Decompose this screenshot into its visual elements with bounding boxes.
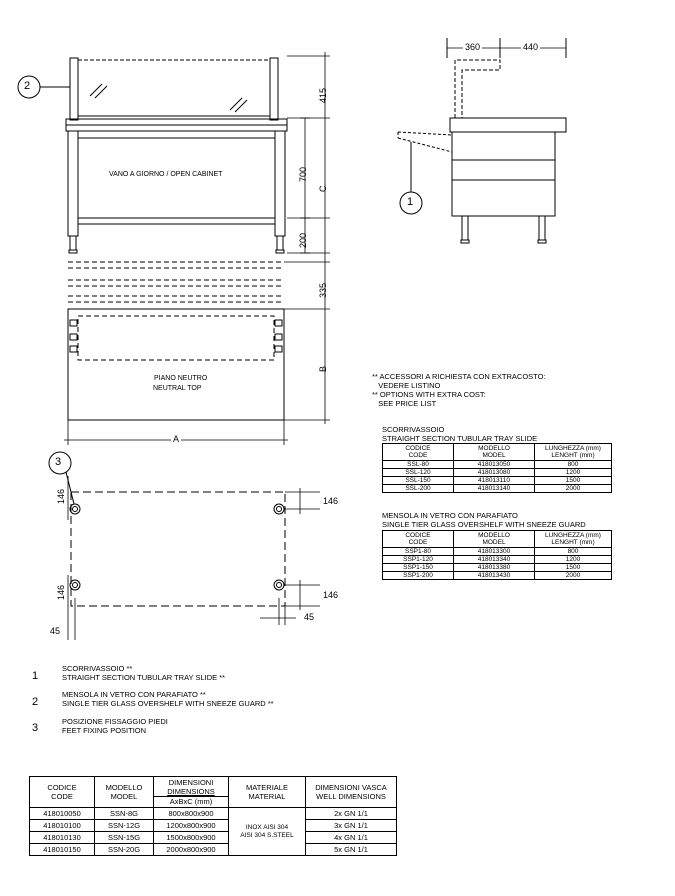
table-row — [383, 572, 612, 580]
tray-slide-title-it: SCORRIVASSOIO — [382, 425, 445, 434]
dim-146-tl: 146 — [56, 488, 66, 504]
header-dim-en: DIMENSIONS — [167, 787, 215, 796]
row-material: INOX AISI 304 AISI 304 S.STEEL — [229, 808, 306, 856]
shelf-model: 418013430 — [454, 572, 535, 580]
legend-it-2: MENSOLA IN VETRO CON PARAFIATO ** — [62, 690, 206, 699]
legend-it-1: SCORRIVASSOIO ** — [62, 664, 133, 673]
top-label-it: PIANO NEUTRO — [154, 375, 208, 382]
header-code: CODICE CODE — [30, 777, 95, 808]
dim-440: 440 — [523, 42, 539, 52]
tray-model: 418013080 — [454, 469, 535, 477]
tray-code: SSL-200 — [383, 485, 454, 493]
tray-model: 418013050 — [454, 461, 535, 469]
row-dims: 1200x800x900 — [154, 820, 229, 832]
header-model: MODELLO MODEL — [95, 777, 154, 808]
row-well: 4x GN 1/1 — [306, 832, 397, 844]
header-dim-it: DIMENSIONI — [168, 778, 214, 787]
tray-model: 418013140 — [454, 485, 535, 493]
row-well: 2x GN 1/1 — [306, 808, 397, 820]
glass-shelf-title-en: SINGLE TIER GLASS OVERSHELF WITH SNEEZE GUARD — [382, 520, 586, 529]
callout-1-number: 1 — [407, 196, 414, 208]
shelf-length: 1500 — [535, 564, 612, 572]
dim-a: A — [173, 434, 180, 444]
legend-en-3: FEET FIXING POSITION — [62, 726, 147, 735]
table-row — [383, 461, 612, 469]
shelf-model: 418013300 — [454, 548, 535, 556]
shelf-length: 1200 — [535, 556, 612, 564]
note-line-3: ** OPTIONS WITH EXTRA COST: — [372, 390, 486, 399]
tray-code: SSL-120 — [383, 469, 454, 477]
tray-code: SSL-150 — [383, 477, 454, 485]
row-dims: 2000x800x900 — [154, 844, 229, 856]
row-model: SSN-20G — [95, 844, 154, 856]
header-dimensions — [154, 777, 229, 808]
table-row — [30, 808, 397, 820]
tray-length: 2000 — [535, 485, 612, 493]
shelf-length: 2000 — [535, 572, 612, 580]
table-row — [30, 820, 397, 832]
header-material: MATERIALE MATERIAL — [229, 777, 306, 808]
dim-c: C — [318, 185, 328, 192]
shelf-code: SSP1-80 — [383, 548, 454, 556]
shelf-model: 418013380 — [454, 564, 535, 572]
tray-length: 1200 — [535, 469, 612, 477]
top-view — [68, 262, 284, 420]
model-table — [29, 776, 397, 856]
row-code: 418010050 — [30, 808, 95, 820]
tray-header-length: LUNGHEZZA (mm) LENGHT (mm) — [535, 444, 612, 461]
glass-shelf-title-it: MENSOLA IN VETRO CON PARAFIATO — [382, 511, 518, 520]
shelf-code: SSP1-150 — [383, 564, 454, 572]
legend-en-2: SINGLE TIER GLASS OVERSHELF WITH SNEEZE GUARD ** — [62, 699, 274, 708]
legend-num-1: 1 — [32, 670, 39, 682]
shelf-model: 418013340 — [454, 556, 535, 564]
dim-200: 200 — [298, 232, 308, 248]
tray-model: 418013110 — [454, 477, 535, 485]
legend-en-1: STRAIGHT SECTION TUBULAR TRAY SLIDE ** — [62, 673, 226, 682]
tray-header-model: MODELLO MODEL — [454, 444, 535, 461]
front-dimension-lines — [287, 52, 330, 258]
header-well: DIMENSIONI VASCA WELL DIMENSIONS — [306, 777, 397, 808]
row-dims: 1500x800x900 — [154, 832, 229, 844]
callout-2-number: 2 — [24, 80, 31, 92]
row-code: 418010150 — [30, 844, 95, 856]
shelf-length: 800 — [535, 548, 612, 556]
callout-3-number: 3 — [55, 456, 62, 468]
row-model: SSN-12G — [95, 820, 154, 832]
legend-num-2: 2 — [32, 696, 39, 708]
note-line-1: ** ACCESSORI A RICHIESTA CON EXTRACOSTO: — [372, 372, 546, 381]
row-well: 5x GN 1/1 — [306, 844, 397, 856]
table-row — [383, 548, 612, 556]
dim-360: 360 — [465, 42, 481, 52]
top-label-en: NEUTRAL TOP — [153, 385, 202, 392]
shelf-header-model: MODELLO MODEL — [454, 531, 535, 548]
row-dims: 800x800x900 — [154, 808, 229, 820]
legend-it-3: POSIZIONE FISSAGGIO PIEDI — [62, 717, 168, 726]
tray-slide-table — [382, 443, 612, 493]
table-row — [30, 844, 397, 856]
row-code: 418010130 — [30, 832, 95, 844]
dim-146-br: 146 — [323, 590, 339, 600]
note-line-4: SEE PRICE LIST — [372, 399, 437, 408]
table-row — [383, 485, 612, 493]
row-well: 3x GN 1/1 — [306, 820, 397, 832]
side-view — [398, 38, 566, 243]
table-row — [383, 564, 612, 572]
dim-146-tr: 146 — [323, 496, 339, 506]
glass-shelf-table — [382, 530, 612, 580]
shelf-code: SSP1-200 — [383, 572, 454, 580]
legend-num-3: 3 — [32, 722, 39, 734]
row-model: SSN-8G — [95, 808, 154, 820]
row-model: SSN-15G — [95, 832, 154, 844]
dim-700: 700 — [298, 166, 308, 182]
table-row — [383, 556, 612, 564]
header-dim-unit: AxBxC (mm) — [154, 796, 228, 806]
dim-45-right: 45 — [304, 612, 315, 622]
cabinet-label: VANO A GIORNO / OPEN CABINET — [109, 171, 223, 178]
tray-header-code: CODICE CODE — [383, 444, 454, 461]
row-code: 418010100 — [30, 820, 95, 832]
dim-415: 415 — [318, 87, 328, 103]
table-row — [30, 832, 397, 844]
shelf-code: SSP1-120 — [383, 556, 454, 564]
feet-view — [68, 476, 320, 640]
shelf-header-length: LUNGHEZZA (mm) LENGHT (mm) — [535, 531, 612, 548]
dim-335: 335 — [318, 282, 328, 298]
front-cabinet — [66, 119, 287, 253]
note-line-2: VEDERE LISTINO — [372, 381, 441, 390]
tray-length: 1500 — [535, 477, 612, 485]
tray-code: SSL-80 — [383, 461, 454, 469]
dim-b: B — [318, 365, 328, 372]
table-row — [383, 477, 612, 485]
tray-slide-title-en: STRAIGHT SECTION TUBULAR TRAY SLIDE — [382, 434, 538, 443]
tray-length: 800 — [535, 461, 612, 469]
shelf-header-code: CODICE CODE — [383, 531, 454, 548]
dim-45-left: 45 — [50, 626, 61, 636]
front-overshelf — [70, 58, 278, 120]
table-row — [383, 469, 612, 477]
dim-146-bl: 146 — [56, 584, 66, 600]
